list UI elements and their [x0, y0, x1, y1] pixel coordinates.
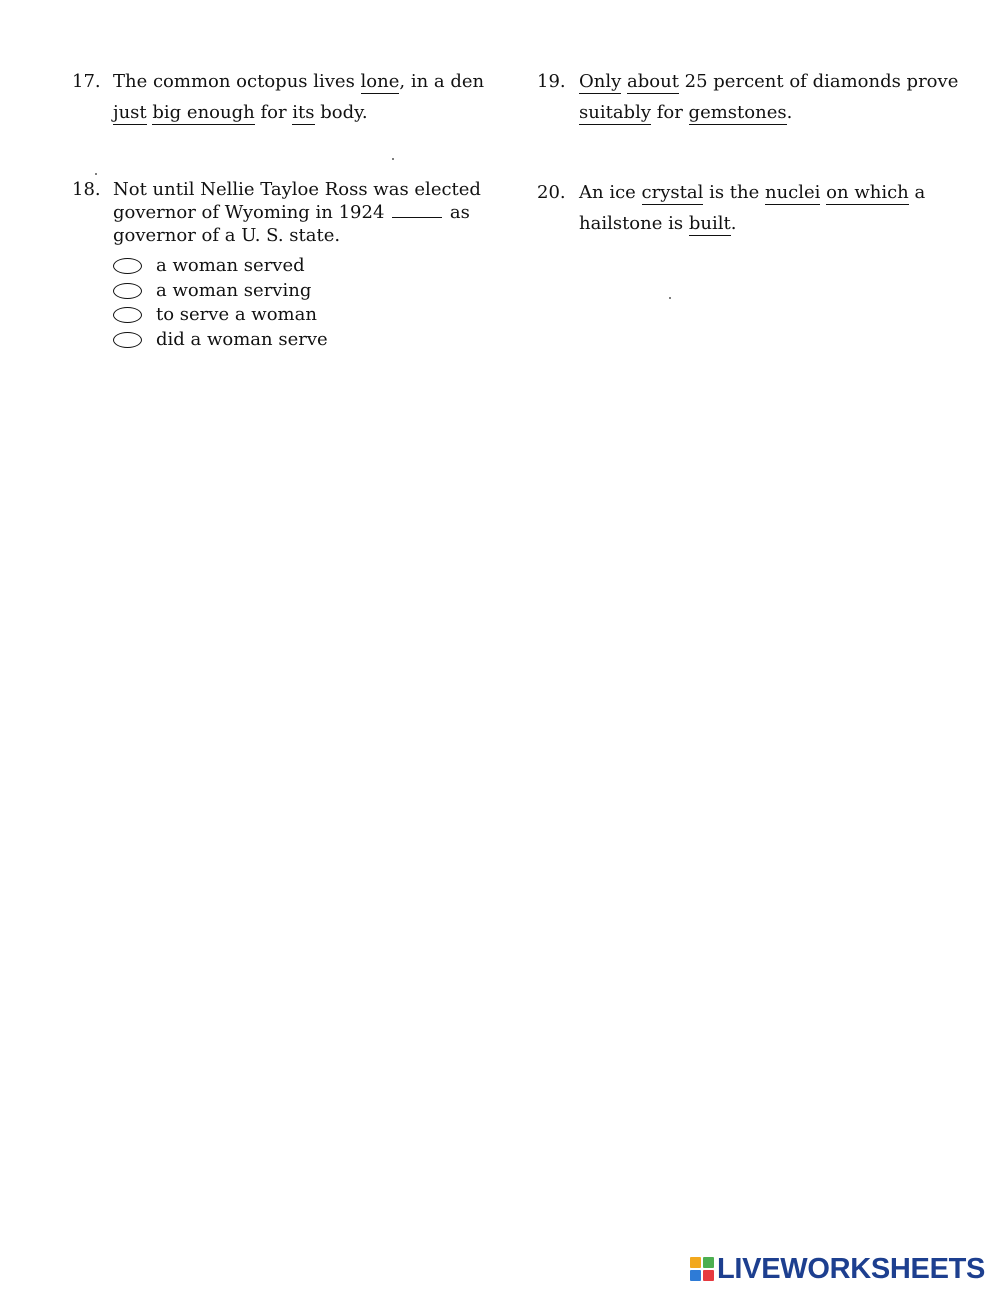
text-line: suitably for gemstones. [579, 102, 793, 123]
logo-square [703, 1257, 714, 1268]
scan-speck [95, 173, 97, 175]
question-text [579, 66, 958, 128]
radio-oval[interactable] [113, 332, 142, 348]
radio-oval[interactable] [113, 283, 142, 299]
question-20 [537, 177, 977, 247]
question-number: 18. [72, 179, 101, 200]
underlined-option-a[interactable]: crystal [641, 182, 704, 203]
radio-oval[interactable] [113, 258, 142, 274]
underlined-option-d[interactable]: its [292, 102, 315, 123]
logo-text: LIVEWORKSHEETS [717, 1252, 986, 1285]
option-label: a woman served [156, 255, 305, 276]
question-number: 19. [537, 71, 566, 92]
option-label: to serve a woman [156, 304, 317, 325]
question-19 [537, 66, 977, 136]
question-text [113, 66, 484, 128]
question-number: 17. [72, 71, 101, 92]
answer-blank [392, 217, 442, 218]
option-label: did a woman serve [156, 328, 328, 350]
text-line: The common octopus lives lone, in a den [113, 71, 485, 92]
text-line: just big enough for its body. [113, 102, 368, 123]
underlined-option-c[interactable]: suitably [579, 102, 651, 123]
question-17 [72, 66, 492, 136]
question-text [579, 177, 925, 239]
text-line: governor of a U. S. state. [113, 225, 341, 246]
radio-oval[interactable] [113, 307, 142, 323]
logo-square [690, 1270, 701, 1281]
logo-mark-icon [690, 1257, 714, 1281]
option-label: a woman serving [156, 279, 312, 301]
scan-speck [392, 158, 394, 160]
underlined-option-a[interactable]: Only [579, 71, 622, 92]
logo-square [703, 1270, 714, 1281]
underlined-option-b[interactable]: just [113, 102, 147, 123]
liveworksheets-logo [690, 1254, 985, 1284]
text-line: Only about 25 percent of diamonds prove [579, 71, 959, 92]
text-line: Not until Nellie Tayloe Ross was elected [113, 179, 481, 200]
scan-speck [669, 297, 671, 299]
underlined-option-d[interactable]: built [688, 213, 731, 234]
question-number: 20. [537, 182, 566, 203]
logo-square [690, 1257, 701, 1268]
underlined-option-b[interactable]: nuclei [765, 182, 821, 203]
underlined-option-d[interactable]: gemstones [688, 102, 787, 123]
underlined-option-c[interactable]: on which [826, 182, 909, 203]
text-line: An ice crystal is the nuclei on which a [579, 182, 926, 203]
underlined-option-c[interactable]: big enough [152, 102, 255, 123]
text-line: hailstone is built. [579, 213, 737, 234]
text-line: governor of Wyoming in 1924 as [113, 202, 470, 223]
underlined-option-a[interactable]: lone [360, 71, 400, 92]
question-text [113, 178, 481, 247]
underlined-option-b[interactable]: about [627, 71, 679, 92]
